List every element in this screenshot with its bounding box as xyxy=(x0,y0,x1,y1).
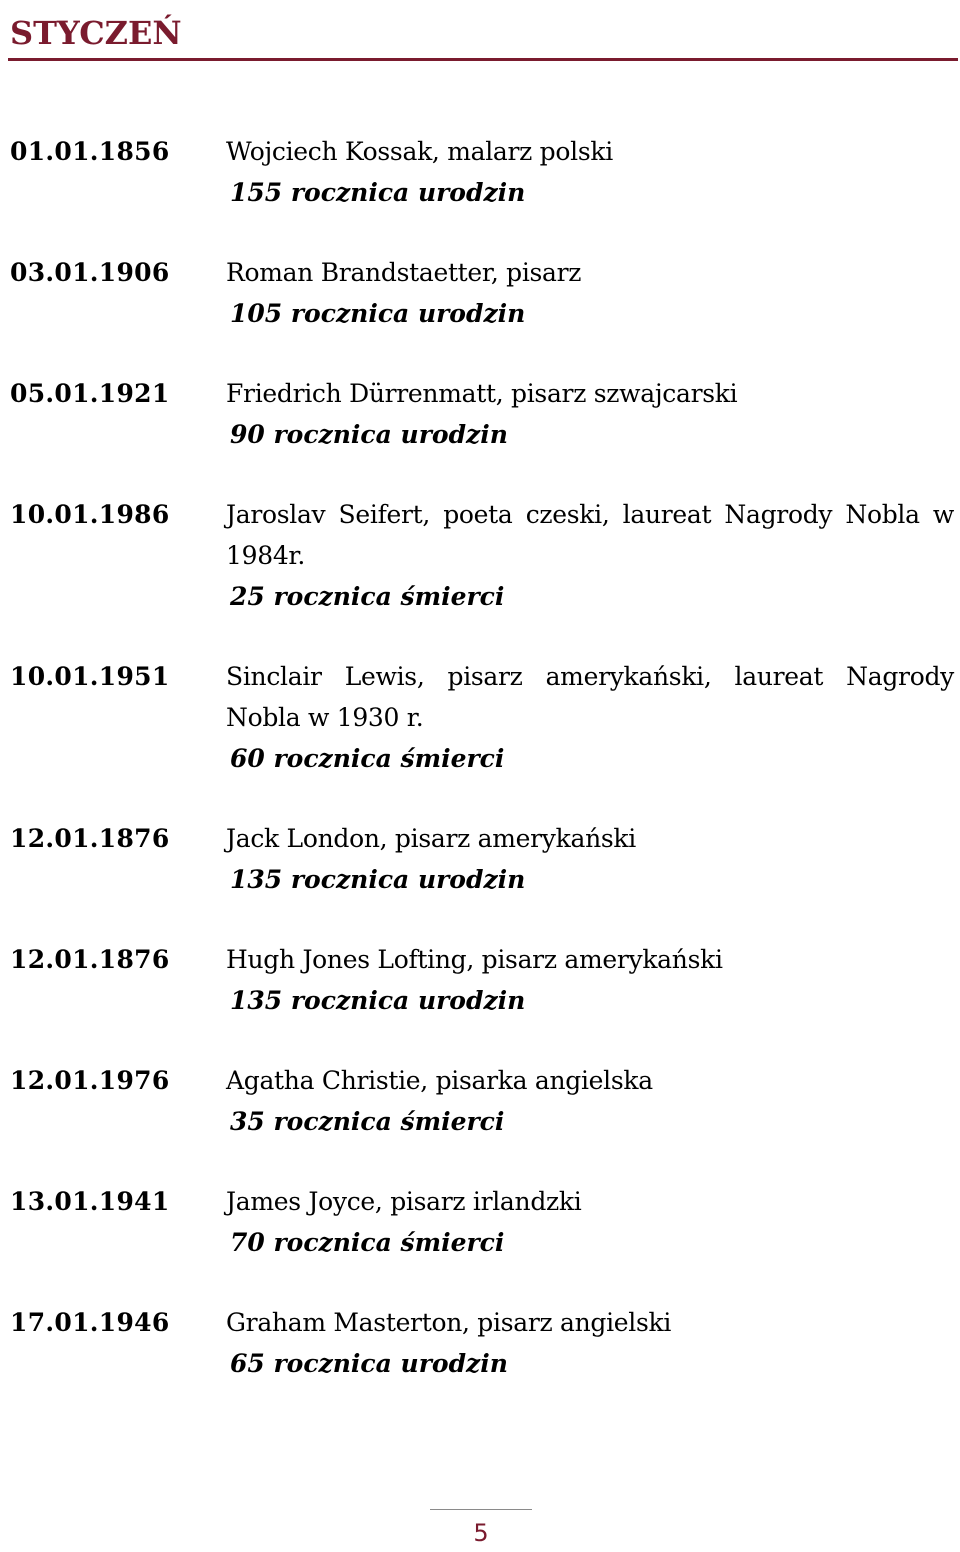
entry-details xyxy=(226,656,954,779)
footer-divider xyxy=(430,1509,532,1510)
entry-details xyxy=(226,252,954,334)
entry-description: Agatha Christie, pisarka angielska xyxy=(226,1066,653,1095)
entry-anniversary: 35 rocznica śmierci xyxy=(230,1107,505,1136)
month-title: STYCZEŃ xyxy=(10,14,182,52)
entry-anniversary: 105 rocznica urodzin xyxy=(230,299,526,328)
entry-anniversary: 25 rocznica śmierci xyxy=(230,582,505,611)
list-item xyxy=(10,656,954,779)
entry-description: Roman Brandstaetter, pisarz xyxy=(226,258,582,287)
entry-details xyxy=(226,494,954,617)
entry-date: 05.01.1921 xyxy=(10,379,170,408)
entry-description: Jaroslav Seifert, poeta czeski, laureat Nagrody Nobla w 1984r. xyxy=(226,500,954,570)
entry-anniversary: 70 rocznica śmierci xyxy=(230,1228,505,1257)
entry-date: 13.01.1941 xyxy=(10,1187,170,1216)
entry-date: 10.01.1951 xyxy=(10,662,170,691)
list-item xyxy=(10,494,954,617)
entry-description: Graham Masterton, pisarz angielski xyxy=(226,1308,672,1337)
entry-details xyxy=(226,373,954,455)
header-divider xyxy=(8,58,958,61)
entry-date: 03.01.1906 xyxy=(10,258,170,287)
list-item xyxy=(10,939,954,1021)
entry-anniversary: 60 rocznica śmierci xyxy=(230,744,505,773)
entry-description: Friedrich Dürrenmatt, pisarz szwajcarski xyxy=(226,379,738,408)
list-item xyxy=(10,373,954,455)
list-item xyxy=(10,131,954,213)
entry-description: Wojciech Kossak, malarz polski xyxy=(226,137,613,166)
entry-description: Hugh Jones Lofting, pisarz amerykański xyxy=(226,945,723,974)
entry-details xyxy=(226,1181,954,1263)
list-item xyxy=(10,1302,954,1384)
list-item xyxy=(10,1060,954,1142)
entry-anniversary: 90 rocznica urodzin xyxy=(230,420,508,449)
entry-details xyxy=(226,818,954,900)
entry-details xyxy=(226,939,954,1021)
entry-details xyxy=(226,1060,954,1142)
list-item xyxy=(10,1181,954,1263)
entry-date: 12.01.1876 xyxy=(10,824,170,853)
entry-anniversary: 155 rocznica urodzin xyxy=(230,178,526,207)
entry-date: 17.01.1946 xyxy=(10,1308,170,1337)
list-item xyxy=(10,252,954,334)
entry-date: 10.01.1986 xyxy=(10,500,170,529)
page-number: 5 xyxy=(473,1519,489,1547)
list-item xyxy=(10,818,954,900)
entry-details xyxy=(226,1302,954,1384)
entry-details xyxy=(226,131,954,213)
entry-anniversary: 135 rocznica urodzin xyxy=(230,986,526,1015)
entry-description: Jack London, pisarz amerykański xyxy=(226,824,636,853)
entry-description: James Joyce, pisarz irlandzki xyxy=(226,1187,582,1216)
entry-anniversary: 135 rocznica urodzin xyxy=(230,865,526,894)
entry-description: Sinclair Lewis, pisarz amerykański, laureat Nagrody Nobla w 1930 r. xyxy=(226,662,954,732)
entry-date: 12.01.1976 xyxy=(10,1066,170,1095)
anniversary-list xyxy=(10,131,954,1423)
entry-date: 01.01.1856 xyxy=(10,137,170,166)
entry-date: 12.01.1876 xyxy=(10,945,170,974)
entry-anniversary: 65 rocznica urodzin xyxy=(230,1349,508,1378)
page-header xyxy=(8,10,958,61)
